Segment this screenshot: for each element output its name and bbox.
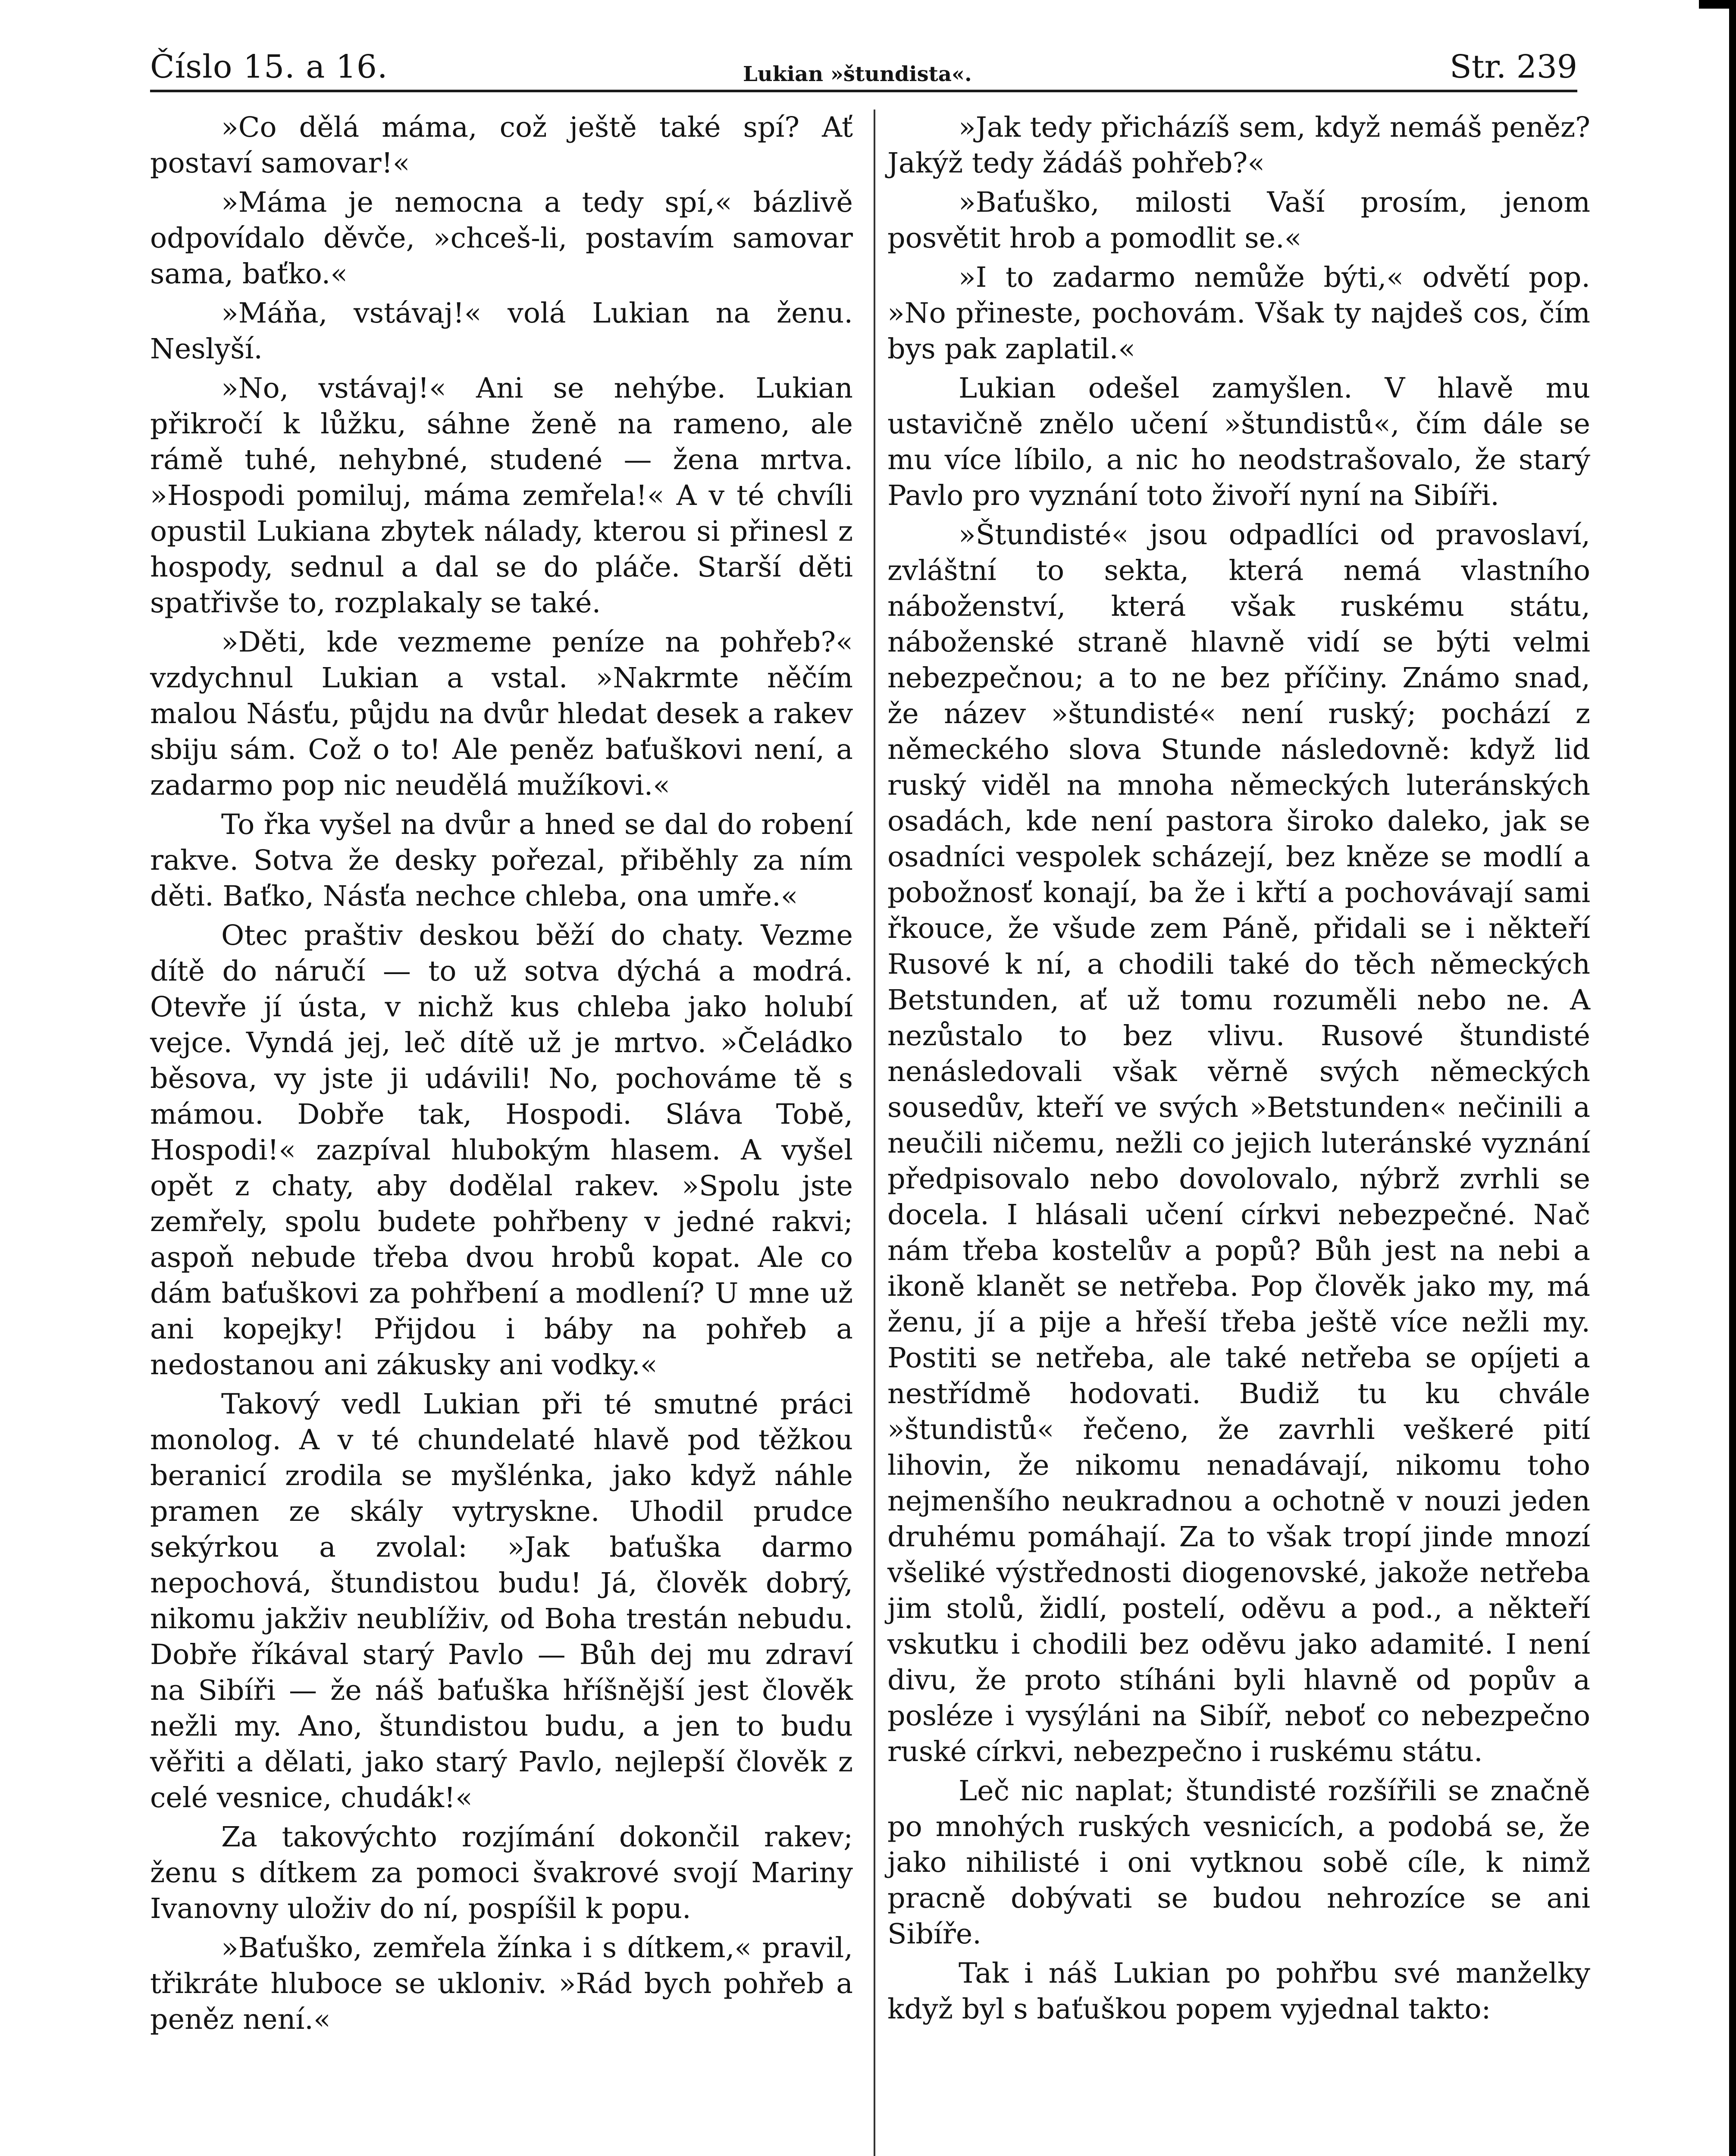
- paragraph: »Máňa, vstávaj!« volá Lukian na ženu. Neslyší.: [150, 297, 853, 365]
- paragraph: »Co dělá máma, což ještě také spí? Ať postaví samovar!«: [150, 111, 853, 179]
- page-number: Str. 239: [1450, 48, 1577, 85]
- header-rule: [150, 90, 1577, 92]
- paragraph: To řka vyšel na dvůr a hned se dal do robení rakve. Sotva že desky pořezal, přiběhly za ním děti. Baťko, Násťa nechce chleba, ona umře.«: [150, 808, 853, 912]
- paragraph: »Jak tedy přicházíš sem, když nemáš peněz? Jakýž tedy žádáš pohřeb?«: [887, 111, 1590, 179]
- paragraph: »Děti, kde vezmeme peníze na pohřeb?« vzdychnul Lukian a vstal. »Nakrmte něčím malou Násťu, půjdu na dvůr hledat desek a rakev sbiju sám. Což o to! Ale peněz baťuškovi není, a zadarmo pop nic neudělá mužíkovi.«: [150, 626, 853, 802]
- left-column: [150, 110, 853, 2037]
- paragraph: »I to zadarmo nemůže býti,« odvětí pop. »No přineste, pochovám. Však ty najdeš cos, čím bys pak zaplatil.«: [887, 261, 1590, 365]
- right-column: [887, 110, 1590, 2027]
- paragraph: Leč nic naplat; štundisté rozšířili se značně po mnohých ruských vesnicích, a podobá se, že jako nihilisté i oni vytknou sobě cíle, k nimž pracně dobývati se budou nehrozíce se ani Sibíře.: [887, 1775, 1590, 1950]
- issue-number: Číslo 15. a 16.: [150, 48, 388, 85]
- page-header: [150, 40, 1577, 100]
- scan-edge-right: [1729, 0, 1736, 2156]
- paragraph: Za takovýchto rozjímání dokončil rakev; ženu s dítkem za pomoci švakrové svojí Mariny Ivanovny uloživ do ní, pospíšil k popu.: [150, 1821, 853, 1925]
- running-title: Lukian »štundista«.: [743, 62, 972, 86]
- paragraph: »Baťuško, zemřela žínka i s dítkem,« pravil, třikráte hluboce se ukloniv. »Rád bych pohřeb a peněz není.«: [150, 1932, 853, 2036]
- column-divider: [874, 110, 875, 2156]
- paragraph: »Baťuško, milosti Vaší prosím, jenom posvětit hrob a pomodlit se.«: [887, 186, 1590, 254]
- paragraph: Otec praštiv deskou běží do chaty. Vezme dítě do náručí — to už sotva dýchá a modrá. Otevře jí ústa, v nichž kus chleba jako holubí vejce. Vyndá jej, leč dítě už je mrtvo. »Čeládko běsova, vy jste ji udávili! No, pochováme tě s mámou. Dobře tak, Hospodi. Sláva Tobě, Hospodi!« zazpíval hlubokým hlasem. A vyšel opět z chaty, aby dodělal rakev. »Spolu jste zemřely, spolu budete pohřbeny v jedné rakvi; aspoň nebude třeba dvou hrobů kopat. Ale co dám baťuškovi za pohřbení a modlení? U mne už ani kopejky! Přijdou i báby na pohřeb a nedostanou ani zákusky ani vodky.«: [150, 919, 853, 1381]
- paragraph: Takový vedl Lukian při té smutné práci monolog. A v té chundelaté hlavě pod těžkou beranicí zrodila se myšlénka, jako když náhle pramen ze skály vytryskne. Uhodil prudce sekýrkou a zvolal: »Jak baťuška darmo nepochová, štundistou budu! Já, člověk dobrý, nikomu jakživ neublíživ, od Boha trestán nebudu. Dobře říkával starý Pavlo — Bůh dej mu zdraví na Sibíři — že náš baťuška hříšnější jest člověk nežli my. Ano, štundistou budu, a jen to budu věřiti a dělati, jako starý Pavlo, nejlepší člověk z celé vesnice, chudák!«: [150, 1388, 853, 1814]
- paragraph: »No, vstávaj!« Ani se nehýbe. Lukian přikročí k lůžku, sáhne ženě na rameno, ale rámě tuhé, nehybné, studené — žena mrtva. »Hospodi pomiluj, máma zemřela!« A v té chvíli opustil Lukiana zbytek nálady, kterou si přinesl z hospody, sednul a dal se do pláče. Starší děti spatřivše to, rozplakaly se také.: [150, 372, 853, 619]
- paragraph: Lukian odešel zamyšlen. V hlavě mu ustavičně znělo učení »štundistů«, čím dále se mu více líbilo, a nic ho neodstrašovalo, že starý Pavlo pro vyznání toto živoří nyní na Sibíři.: [887, 372, 1590, 512]
- paragraph: Tak i náš Lukian po pohřbu své manželky když byl s baťuškou popem vyjednal takto:: [887, 1957, 1590, 2025]
- paragraph: »Máma je nemocna a tedy spí,« bázlivě odpovídalo děvče, »chceš-li, postavím samovar sama, baťko.«: [150, 186, 853, 290]
- paragraph: »Štundisté« jsou odpadlíci od pravoslaví, zvláštní to sekta, která nemá vlastního náboženství, která však ruskému státu, náboženské straně hlavně vidí se býti velmi nebezpečnou; a to ne bez příčiny. Známo snad, že název »štundisté« není ruský; pochází z německého slova Stunde následovně: když lid ruský viděl na mnoha německých luteránských osadách, kde není pastora široko daleko, jak se osadníci vespolek scházejí, bez kněze se modlí a pobožnosť konají, ba že i křtí a pochovávají sami řkouce, že všude zem Páně, přidali se i někteří Rusové k ní, a chodili také do těch německých Betstunden, ať už tomu rozuměli nebo ne. A nezůstalo to bez vlivu. Rusové štundisté nenásledovali však věrně svých německých sousedův, kteří ve svých »Betstunden« nečinili a neučili ničemu, nežli co jejich luteránské vyznání předpisovalo nebo dovolovalo, nýbrž zvrhli se docela. I hlásali učení církvi nebezpečné. Nač nám třeba kostelův a popů? Bůh jest na nebi a ikoně klanět se netřeba. Pop člověk jako my, má ženu, jí a pije a hřeší třeba ještě více nežli my. Postiti se netřeba, ale také netřeba se opíjeti a nestřídmě hodovati. Budiž tu ku chvále »štundistů« řečeno, že zavrhli veškeré pití lihovin, že nikomu nenadávají, nikomu toho nejmenšího neukradnou a ochotně v nouzi jeden druhému pomáhají. Za to však tropí jinde mnozí všeliké výstřednosti diogenovské, jakože netřeba jim stolů, židlí, postelí, oděvu a pod., a někteří vskutku i chodili bez oděvu jako adamité. I není divu, že proto stíháni byli hlavně od popův a posléze i vysýláni na Sibíř, neboť co nebezpečno ruské církvi, nebezpečno i ruskému státu.: [887, 519, 1590, 1768]
